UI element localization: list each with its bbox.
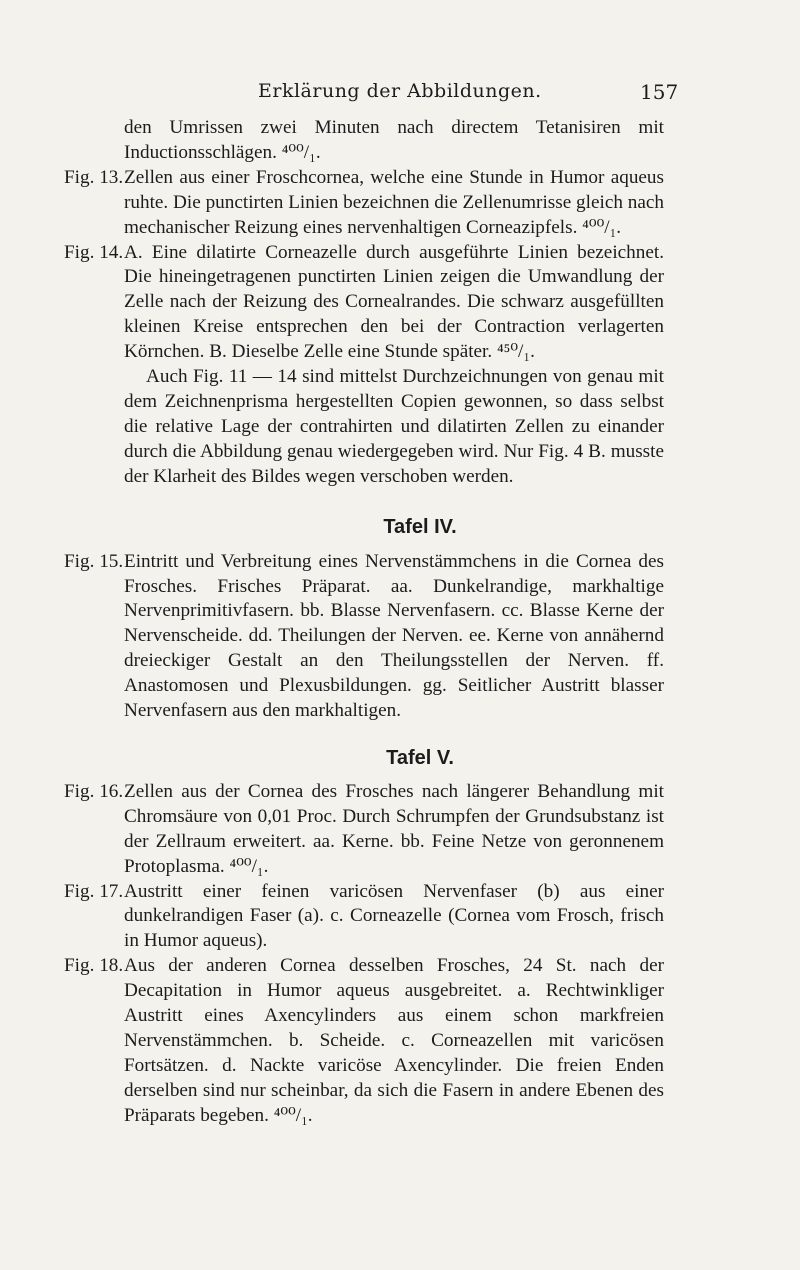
figure-caption: Aus der anderen Cornea desselben Frosches, 24 St. nach der Decapitation in Humor aqueus ausgebreitet. a. Rechtwinkliger Austritt eines Axencylinders aus einem schon markfreien Nervenstämmchen. b. Scheide. c. Corneazellen mit varicösen Fortsätzen. d. Nackte varicöse Axencylinder. Die freien Enden derselben sind nur scheinbar, da sich die Fasern in andere Ebenen des Präparats begeben. ⁴⁰⁰/₁. (124, 955, 664, 1126)
figure-label: Fig. 17. (64, 880, 124, 902)
figure-label: Fig. 15. (64, 550, 124, 572)
figure-label: Fig. 18. (64, 955, 124, 977)
figure-caption: A. Eine dilatirte Corneazelle durch ausgeführte Linien bezeichnet. Die hineingetragenen punctirten Linien zeigen die Umwandlung der Zelle nach der Reizung des Cornealrandes. Die schwarz ausgefüllten kleinen Kreise entsprechen den bei der Contraction verlagerten Körnchen. B. Dieselbe Zelle eine Stunde später. ⁴⁵⁰/₁. (124, 241, 664, 363)
figure-entry-17 (0, 880, 664, 955)
figure-entry-14 (0, 241, 664, 490)
figure-caption: Austritt einer feinen varicösen Nervenfaser (b) aus einer dunkelrandigen Faser (a). c. Corneazelle (Cornea vom Frosch, frisch in Humor aqueus). (124, 880, 664, 952)
page-body (0, 116, 800, 1129)
figure-caption: Zellen aus der Cornea des Frosches nach längerer Behandlung mit Chromsäure von 0,01 Proc. Durch Schrumpfen der Grundsubstanz ist der Zellraum erweitert. aa. Kerne. bb. Feine Netze von geronnenem Protoplasma. ⁴⁰⁰/₁. (124, 780, 664, 877)
page-header (0, 80, 800, 110)
section-heading-tafel-v: Tafel V. (386, 746, 454, 769)
figure-caption: Zellen aus einer Froschcornea, welche eine Stunde in Humor aqueus ruhte. Die punctirten Linien bezeichnen die Zellenumrisse gleich nach mechanischer Reizung eines nervenhaltigen Corneazipfels. ⁴⁰⁰/₁. (124, 166, 664, 238)
figure-label: Fig. 14. (64, 241, 124, 263)
page-number: 157 (640, 80, 679, 104)
figure-caption: Eintritt und Verbreitung eines Nervenstämmchens in die Cornea des Frosches. Frisches Präparat. aa. Dunkelrandige, markhaltige Nervenprimitivfasern. bb. Blasse Nervenfasern. cc. Blasse Kerne der Nervenscheide. dd. Theilungen der Nerven. ee. Kerne von annähernd dreieckiger Gestalt an den Theilungsstellen der Nerven. ff. Anastomosen und Plexusbildungen. gg. Seitlicher Austritt blasser Nervenfasern aus den markhaltigen. (124, 550, 664, 722)
continued-paragraph (0, 116, 664, 166)
figure-entry-16 (0, 780, 664, 880)
figure-label: Fig. 16. (64, 780, 124, 802)
section-heading-tafel-iv: Tafel IV. (383, 515, 457, 538)
figure-label: Fig. 13. (64, 166, 124, 188)
figure-entry-18 (0, 954, 664, 1128)
figure-entry-15 (0, 550, 664, 724)
figure-note: Auch Fig. 11 — 14 sind mittelst Durchzeichnungen von genau mit dem Zeichnenprisma hergestellten Copien gewonnen, so dass selbst die relative Lage der contrahirten und dilatirten Zellen zu einander durch die Abbildung genau wiedergegeben wird. Nur Fig. 4 B. musste der Klarheit des Bildes wegen verschoben werden. (124, 366, 664, 487)
running-head: Erklärung der Abbildungen. (258, 80, 542, 102)
continued-text: den Umrissen zwei Minuten nach directem Tetanisiren mit Inductionsschlägen. ⁴⁰⁰/₁. (124, 117, 664, 163)
figure-entry-13 (0, 166, 664, 241)
